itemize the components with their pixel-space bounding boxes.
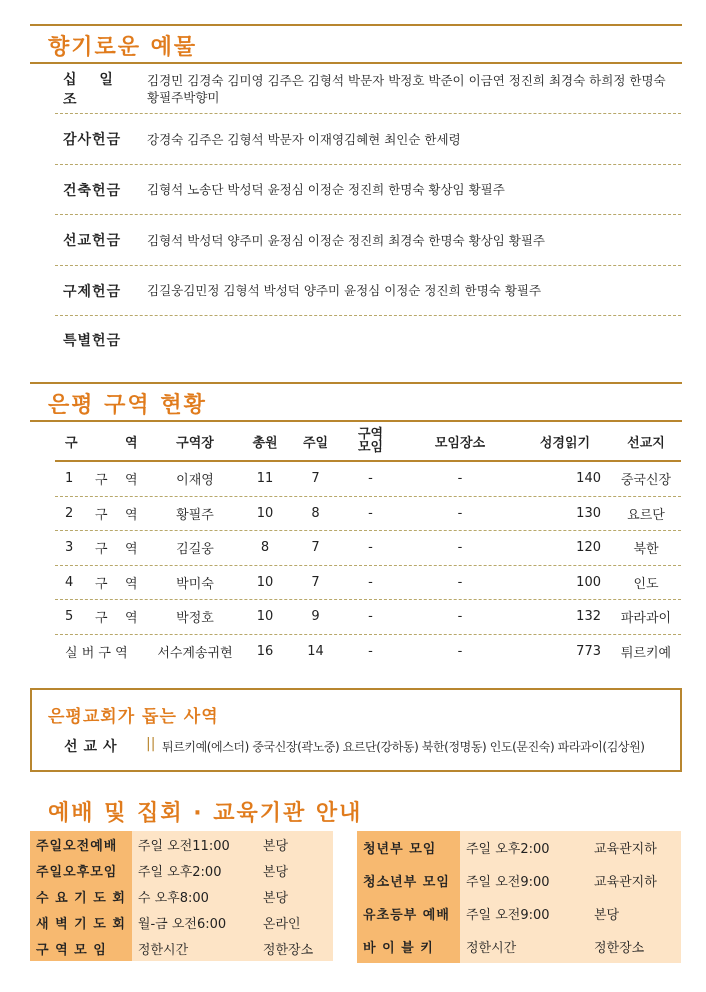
- table-row: 3 구 역 김길웅 8 7 - - 120 북한: [55, 531, 681, 566]
- table-row: 4 구 역 박미숙 10 7 - - 100 인도: [55, 566, 681, 601]
- table-row: 1 구 역 이재영 11 7 - - 140 중국신장: [55, 462, 681, 497]
- schedule-row: 바 이 블 키 정한시간 정한장소: [357, 930, 681, 963]
- header-meeting: 구역 모임: [357, 427, 384, 455]
- missions-title: 은평교회가 돕는 사역: [48, 707, 219, 727]
- offering-row-special: [55, 316, 681, 364]
- schedule-row: 청소년부 모임 주일 오전9:00 교육관지하: [357, 864, 681, 897]
- worship-schedule-right: [357, 831, 681, 963]
- schedule-row: 새 벽 기 도 회 월-금 오전6:00 온라인: [30, 909, 333, 935]
- table-header: [55, 422, 681, 462]
- schedule-row: 구 역 모 임 정한시간 정한장소: [30, 935, 333, 961]
- header-sunday: 주일: [302, 435, 329, 451]
- offering-row-thanks: [55, 114, 681, 165]
- offering-row-building: [55, 165, 681, 215]
- offering-label: 감사헌금: [63, 132, 122, 148]
- schedule-row: 주일오후모임 주일 오후2:00 본당: [30, 857, 333, 883]
- missions-separator: ||: [146, 736, 156, 752]
- offering-label: 구제헌금: [63, 283, 122, 300]
- missions-box: [30, 688, 682, 772]
- offering-row-mission: [55, 215, 681, 266]
- header-leader: 구역장: [176, 435, 214, 451]
- table-row: 실 버 구 역 서수계송귀현 16 14 - - 773 튀르키예: [65, 644, 672, 662]
- districts-divider-top: [30, 382, 682, 384]
- offering-label: 건축헌금: [63, 182, 122, 199]
- offering-label: 십 일 조: [63, 71, 122, 108]
- offerings-title: 향기로운 예물: [48, 35, 198, 60]
- offering-label: 특별헌금: [63, 333, 122, 349]
- table-row: 2 구 역 황필주 10 8 - - 130 요르단: [55, 497, 681, 532]
- offering-names: 김경민 김경숙 김미영 김주은 김형석 박문자 박정호 박준이 이금연 정진희 최경숙 하희정 한명숙 황필주박향미: [147, 72, 666, 105]
- offering-names: 강경숙 김주은 김형석 박문자 이재영김혜현 최인순 한세령: [147, 131, 461, 147]
- header-bible: 성경읽기: [539, 435, 591, 451]
- schedule-row: 수 요 기 도 회 수 오후8:00 본당: [30, 883, 333, 909]
- schedule-row: 주일오전예배 주일 오전11:00 본당: [30, 831, 333, 857]
- worship-schedule-left: [30, 831, 333, 961]
- schedule-row: 청년부 모임 주일 오후2:00 교육관지하: [357, 831, 681, 864]
- top-divider: [30, 24, 682, 26]
- offering-names: 김형석 박성덕 양주미 윤정심 이정순 정진희 최경숙 한명숙 황상임 황필주: [147, 232, 546, 248]
- districts-table: [55, 422, 681, 669]
- districts-title: 은평 구역 현황: [48, 393, 207, 418]
- header-district: 구 역: [65, 435, 138, 451]
- header-mission: 선교지: [627, 435, 665, 451]
- offering-row-relief: [55, 266, 681, 316]
- table-row: 5 구 역 박정호 10 9 - - 132 파라과이: [55, 600, 681, 635]
- offering-names: 김형석 노송단 박성덕 윤정심 이정순 정진희 한명숙 황상임 황필주: [147, 182, 505, 197]
- header-total: 총원: [252, 435, 278, 451]
- schedule-row: 유초등부 예배 주일 오전9:00 본당: [357, 897, 681, 930]
- offering-label: 선교헌금: [63, 233, 122, 249]
- header-place: 모임장소: [434, 435, 486, 451]
- offering-row-tithe: [55, 64, 681, 114]
- missions-list: 튀르키예(에스더) 중국신장(곽노중) 요르단(강하동) 북한(정명동) 인도(문진숙) 파라과이(김상원): [162, 740, 645, 754]
- worship-title: 예배 및 집회 · 교육기관 안내: [48, 801, 363, 826]
- missions-label: 선교사: [64, 739, 123, 755]
- offering-names: 김길웅김민정 김형석 박성덕 양주미 윤정심 이정순 정진희 한명숙 황필주: [147, 283, 542, 298]
